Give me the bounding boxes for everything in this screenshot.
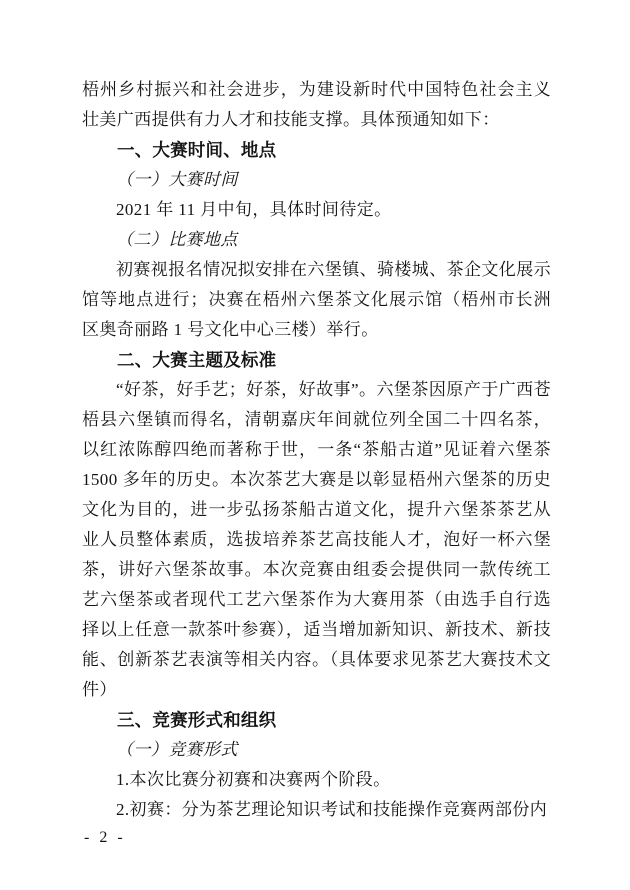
paragraph-continued: 梧州乡村振兴和社会进步，为建设新时代中国特色社会主义壮美广西提供有力人才和技能支撑。具体预通知如下： — [82, 80, 551, 129]
section-heading: 三、竞赛形式和组织 — [117, 710, 277, 730]
paragraph: 2021 年 11 月中旬，具体时间待定。 — [116, 200, 392, 219]
paragraph: “好茶，好手艺；好茶，好故事”。六堡茶因原产于广西苍梧县六堡镇而得名，清朝嘉庆年间就位列全国二十四名茶，以红浓陈醇四绝而著称于世，一条“茶船古道”见证着六堡茶 1500 多年的历史。本次茶艺大赛是以彰显梧州六堡茶的历史文化为目的，进一步弘扬茶船古道文化，提升六堡茶茶艺从业人员整体素质，选拔培养茶艺高技能人才，泡好一杯六堡茶，讲好六堡茶故事。本次竞赛由组委会提供同一款传统工艺六堡茶或者现代工艺六堡茶作为大赛用茶（由选手自行选择以上任意一款茶叶参赛），适当增加新知识、新技术、新技能、创新茶艺表演等相关内容。（具体要求见茶艺大赛技术文件） — [82, 380, 551, 699]
sub-heading: （一）竞赛形式 — [116, 740, 238, 759]
paragraph: 1.本次比赛分初赛和决赛两个阶段。 — [116, 770, 391, 789]
document-text-block — [82, 75, 551, 825]
section-heading: 一、大赛时间、地点 — [117, 140, 277, 160]
paragraph: 2.初赛：分为茶艺理论知识考试和技能操作竞赛两部份内 — [116, 800, 548, 819]
section-heading: 二、大赛主题及标准 — [117, 350, 277, 370]
page-number: - 2 - — [84, 829, 126, 846]
paragraph: 初赛视报名情况拟安排在六堡镇、骑楼城、茶企文化展示馆等地点进行；决赛在梧州六堡茶文化展示馆（梧州市长洲区奥奇丽路 1 号文化中心三楼）举行。 — [82, 260, 551, 339]
sub-heading: （二）比赛地点 — [116, 230, 238, 249]
sub-heading: （一）大赛时间 — [116, 170, 238, 189]
